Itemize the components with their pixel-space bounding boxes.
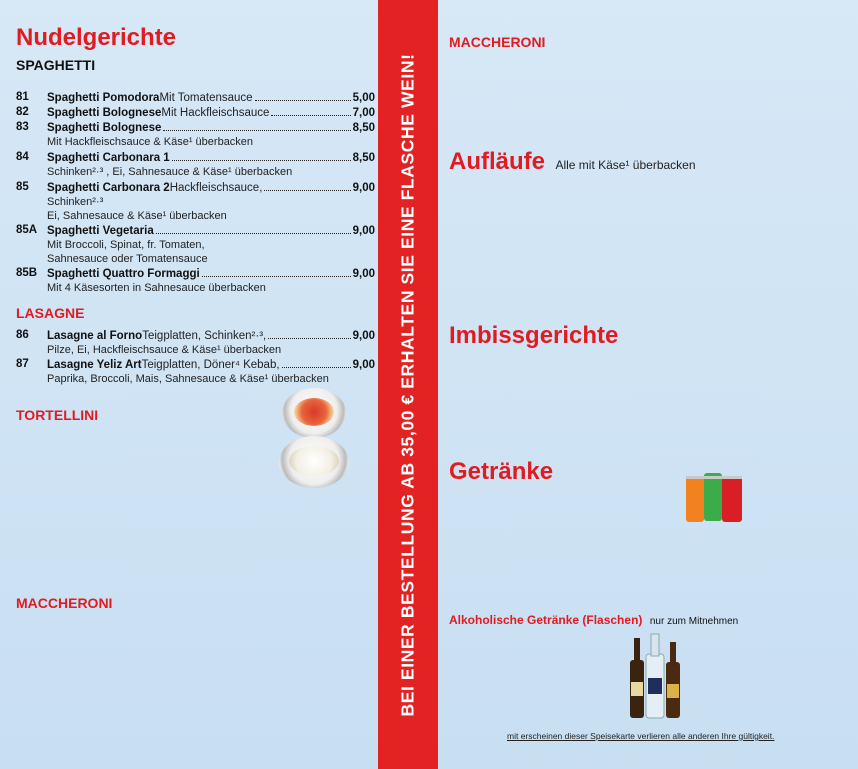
menu-item-price: 5,00: [352, 92, 375, 104]
beer-bottle-right-neck: [670, 642, 676, 664]
menu-item-price: 9,00: [352, 225, 375, 237]
menu-item-line: [47, 358, 375, 372]
menu-item-row: [47, 224, 375, 266]
dot-leader: [271, 115, 350, 116]
menu-item-details: Mit 4 Käsesorten in Sahnesauce überbacken: [47, 282, 266, 294]
menu-item-row: [47, 358, 375, 386]
cream-sauce-shape: [289, 446, 339, 476]
promo-band: [378, 0, 438, 769]
menu-item-name: Spaghetti Bolognese: [47, 107, 162, 119]
soda-cans-image: [684, 470, 744, 526]
alk-title: Alkoholische Getränke (Flaschen): [449, 613, 643, 627]
fanta-can: [686, 476, 704, 522]
auflaeufe-heading-row: [449, 148, 696, 176]
menu-item-name: Spaghetti Vegetaria: [47, 225, 154, 237]
dot-leader: [255, 100, 351, 101]
footer-note: mit erscheinen dieser Speisekarte verlieren alle anderen Ihre gültigkeit.: [507, 731, 775, 741]
menu-item-line: [47, 329, 375, 343]
left-column: [0, 0, 378, 769]
menu-item-details: Schinken²·³: [47, 196, 104, 208]
lasagne-heading: LASAGNE: [16, 305, 85, 321]
cola-can: [722, 476, 742, 522]
pasta-tomato-dish-image: [282, 388, 346, 438]
dot-leader: [172, 160, 351, 161]
bottles-image: [626, 630, 686, 722]
item-number: 81: [16, 91, 29, 103]
alk-subtitle: nur zum Mitnehmen: [649, 616, 739, 627]
menu-item-line: [47, 106, 375, 120]
menu-item-details-2: Sahnesauce oder Tomatensauce: [47, 253, 208, 265]
menu-item-line: [47, 267, 375, 281]
menu-item-name: Spaghetti Carbonara 2: [47, 182, 170, 194]
item-number: 84: [16, 151, 29, 163]
menu-item-name: Spaghetti Quattro Formaggi: [47, 268, 200, 280]
auflaeufe-subtitle: Alle mit Käse¹ überbacken: [555, 158, 696, 172]
right-column: [438, 0, 858, 769]
dot-leader: [282, 367, 351, 368]
alk-heading-row: [449, 611, 738, 629]
item-number: 85B: [16, 267, 38, 279]
nudelgerichte-title: Nudelgerichte: [16, 24, 177, 51]
menu-item-line: [47, 91, 375, 105]
menu-item-name: Spaghetti Pomodora: [47, 92, 160, 104]
can-tops: [686, 476, 742, 479]
promo-band-text: BEI EINER BESTELLUNG AB 35,00 € ERHALTEN SIE EINE FLASCHE WEIN!: [397, 52, 418, 717]
sprite-can: [704, 473, 722, 521]
menu-item-row: [47, 329, 375, 357]
menu-item-row: [47, 106, 375, 120]
menu-item-name: Lasagne Yeliz Art: [47, 359, 142, 371]
menu-item-price: 9,00: [352, 268, 375, 280]
menu-item-name: Spaghetti Carbonara 1: [47, 152, 170, 164]
menu-item-details: Mit Hackfleischsauce & Käse¹ überbacken: [47, 136, 254, 148]
menu-item-details: Schinken²·³ , Ei, Sahnesauce & Käse¹ überbacken: [47, 166, 293, 178]
menu-item-price: 8,50: [352, 122, 375, 134]
menu-item-description: Teigplatten, Schinken²·³,: [142, 330, 267, 342]
menu-item-row: [47, 181, 375, 223]
menu-item-price: 7,00: [352, 107, 375, 119]
imbiss-title: Imbissgerichte: [449, 322, 619, 349]
pasta-cream-dish-image: [279, 436, 349, 488]
dot-leader: [163, 130, 350, 131]
beer-label-left: [631, 682, 643, 696]
auflaeufe-title: Aufläufe: [449, 148, 545, 175]
dot-leader: [268, 338, 350, 339]
menu-item-line: [47, 224, 375, 238]
getraenke-title: Getränke: [449, 458, 554, 485]
menu-item-details: Paprika, Broccoli, Mais, Sahnesauce & Käse¹ überbacken: [47, 373, 329, 385]
menu-item-description: Hackfleischsauce,: [169, 182, 263, 194]
dot-leader: [202, 276, 351, 277]
raki-label: [648, 678, 662, 694]
menu-item-price: 8,50: [352, 152, 375, 164]
menu-item-price: 9,00: [352, 359, 375, 371]
menu-item-description: Teigplatten, Döner⁴ Kebab,: [141, 359, 280, 371]
tortellini-heading: TORTELLINI: [16, 407, 99, 423]
menu-item-description: Mit Tomatensauce: [159, 92, 253, 104]
menu-item-price: 9,00: [352, 330, 375, 342]
raki-bottle-neck: [651, 634, 659, 656]
menu-item-row: [47, 151, 375, 179]
menu-item-price: 9,00: [352, 182, 375, 194]
dot-leader: [264, 190, 350, 191]
menu-item-details: Mit Broccoli, Spinat, fr. Tomaten,: [47, 239, 205, 251]
menu-item-row: [47, 91, 375, 105]
spaghetti-heading: SPAGHETTI: [16, 57, 96, 73]
item-number: 83: [16, 121, 29, 133]
menu-item-details: Pilze, Ei, Hackfleischsauce & Käse¹ überbacken: [47, 344, 282, 356]
beer-bottle-left-neck: [634, 638, 640, 662]
menu-item-row: [47, 121, 375, 149]
beer-label-right: [667, 684, 679, 698]
menu-item-row: [47, 267, 375, 295]
item-number: 85A: [16, 224, 38, 236]
menu-item-description: Mit Hackfleischsauce: [161, 107, 270, 119]
item-number: 82: [16, 106, 29, 118]
maccheroni-heading-left: MACCHERONI: [16, 595, 113, 611]
menu-item-line: [47, 151, 375, 165]
menu-item-line: [47, 121, 375, 135]
item-number: 85: [16, 181, 29, 193]
dot-leader: [156, 233, 351, 234]
menu-item-name: Lasagne al Forno: [47, 330, 143, 342]
tomato-sauce-shape: [294, 398, 334, 426]
menu-item-name: Spaghetti Bolognese: [47, 122, 162, 134]
menu-item-details-2: Ei, Sahnesauce & Käse¹ überbacken: [47, 210, 227, 222]
item-number: 86: [16, 329, 29, 341]
menu-item-line: [47, 181, 375, 195]
maccheroni-heading-right: MACCHERONI: [449, 34, 546, 50]
item-number: 87: [16, 358, 29, 370]
